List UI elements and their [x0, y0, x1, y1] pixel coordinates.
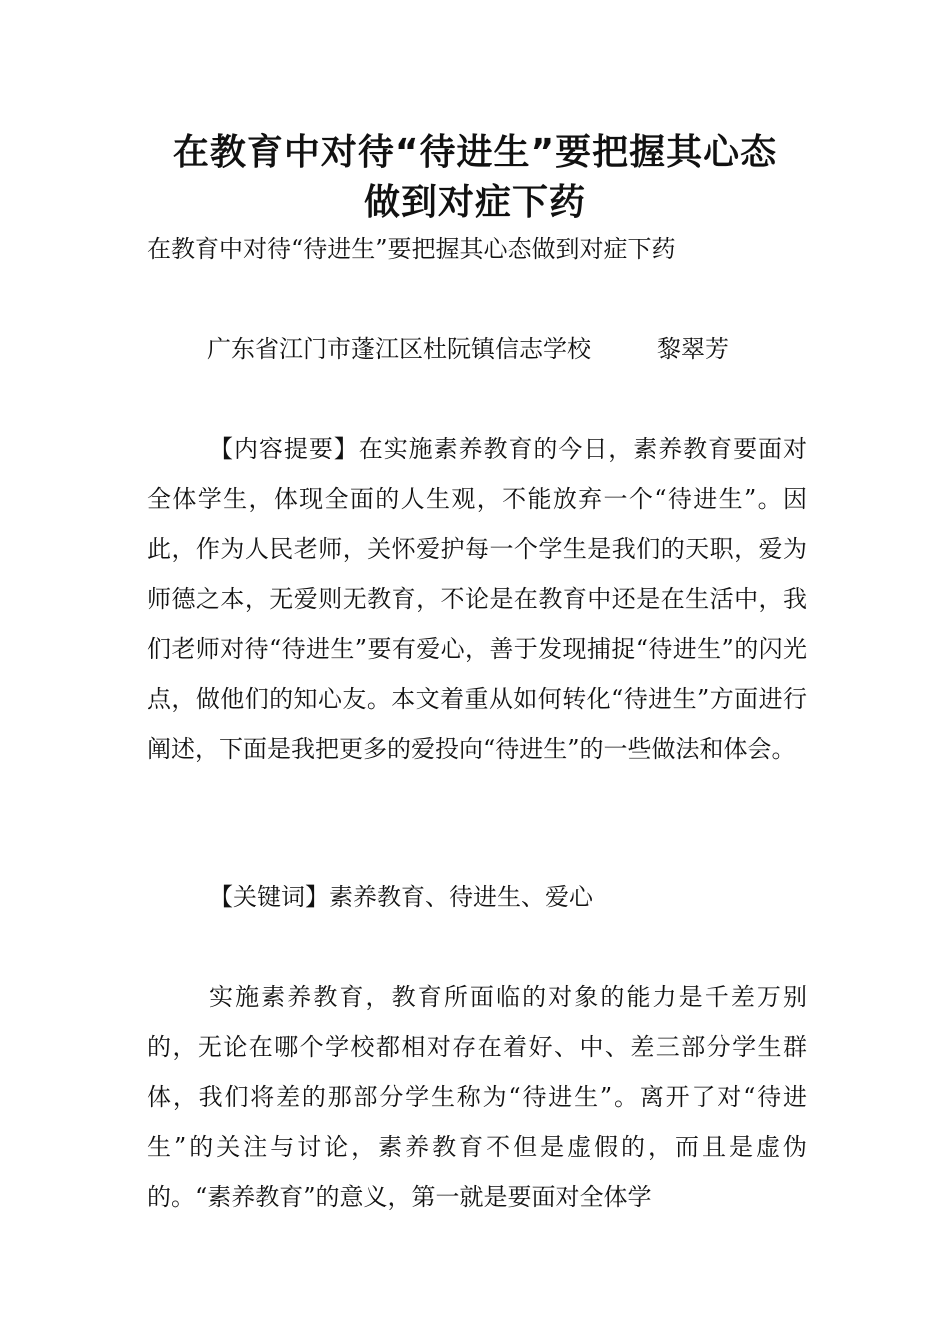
document-title	[60, 128, 890, 228]
title-line-1: 在教育中对待“待进生”要把握其心态	[172, 132, 778, 173]
keywords-paragraph: 【关键词】素养教育、待进生、爱心	[209, 883, 593, 911]
author-school: 广东省江门市蓬江区杜阮镇信志学校	[207, 335, 591, 363]
author-line	[207, 332, 847, 366]
intro-paragraph: 实施素养教育，教育所面临的对象的能力是千差万别的，无论在哪个学校都相对存在着好、中、差三部分学生群体，我们将差的那部分学生称为“待进生”。离开了对“待进生”的关注与讨论，素养教育不但是虚假的，而且是虚伪的。“素养教育”的意义，第一就是要面对全体学	[147, 983, 807, 1211]
title-line-2: 做到对症下药	[363, 182, 586, 223]
abstract-paragraph: 【内容提要】在实施素养教育的今日，素养教育要面对全体学生，体现全面的人生观，不能放弃一个“待进生”。因此，作为人民老师，关怀爱护每一个学生是我们的天职，爱为师德之本，无爱则无教育，不论是在教育中还是在生活中，我们老师对待“待进生”要有爱心，善于发现捕捉“待进生”的闪光点，做他们的知心友。本文着重从如何转化“待进生”方面进行阐述，下面是我把更多的爱投向“待进生”的一些做法和体会。	[147, 435, 807, 763]
document-subtitle: 在教育中对待“待进生”要把握其心态做到对症下药	[147, 235, 676, 263]
author-name: 黎翠芳	[657, 335, 729, 363]
